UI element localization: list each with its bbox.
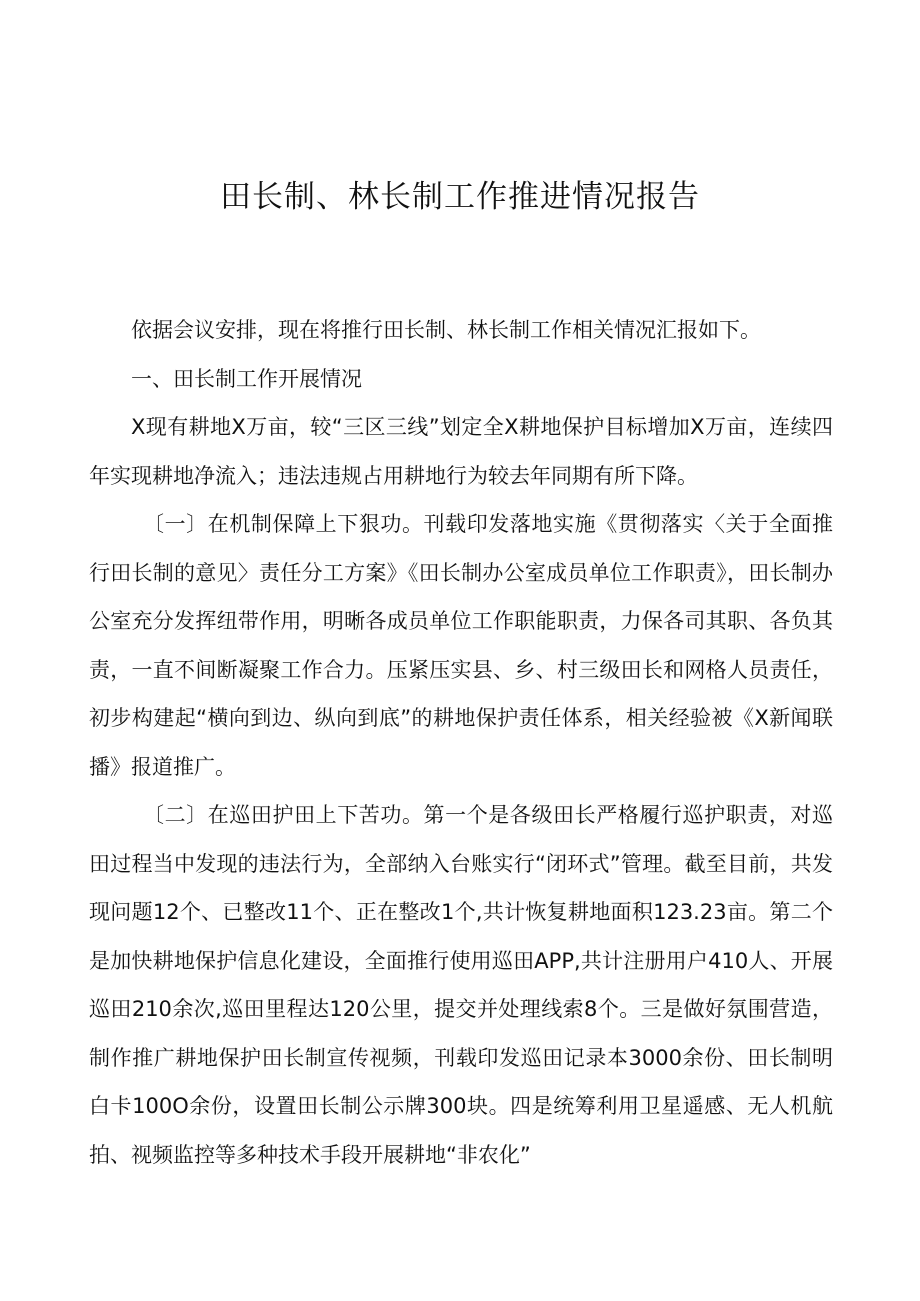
page-title: 田长制、林长制工作推进情况报告 — [220, 179, 700, 215]
section-heading: 一、田长制工作开展情况 — [131, 366, 362, 391]
subsection-2-paragraph: 〔二〕在巡田护田上下苦功。第一个是各级田长严格履行巡护职责，对巡田过程当中发现的违法行为，全部纳入台账实行“闭环式”管理。截至目前，共发现问题12个、已整改11个、正在整改1个,共计恢复耕地面积123.23亩。第二个是加快耕地保护信息化建设，全面推行使用巡田APP,共计注册用户410人、开展巡田210余次,巡田里程达120公里，提交并处理线索8个。三是做好氛围营造，制作推广耕地保护田长制宣传视频，刊载印发巡田记录本3000余份、田长制明白卡100O余份，设置田长制公示牌300块。四是统筹利用卫星遥感、无人机航拍、视频监控等多种技术手段开展耕地“非农化” — [89, 803, 833, 1167]
intro-paragraph: 依据会议安排，现在将推行田长制、林长制工作相关情况汇报如下。 — [131, 318, 761, 342]
overview-paragraph: X现有耕地X万亩，较“三区三线”划定全X耕地保护目标增加X万亩，连续四年实现耕地净流入；违法违规占用耕地行为较去年同期有所下降。 — [89, 415, 833, 488]
subsection-1-paragraph: 〔一〕在机制保障上下狠功。刊载印发落地实施《贯彻落实〈关于全面推行田长制的意见〉责任分工方案》《田长制办公室成员单位工作职责》，田长制办公室充分发挥纽带作用，明晰各成员单位工作职能职责，力保各司其职、各负其责，一直不间断凝聚工作合力。压紧压实县、乡、村三级田长和网格人员责任，初步构建起“横向到边、纵向到底”的耕地保护责任体系，相关经验被《X新闻联播》报道推广。 — [89, 512, 833, 779]
document-body — [89, 306, 833, 1179]
